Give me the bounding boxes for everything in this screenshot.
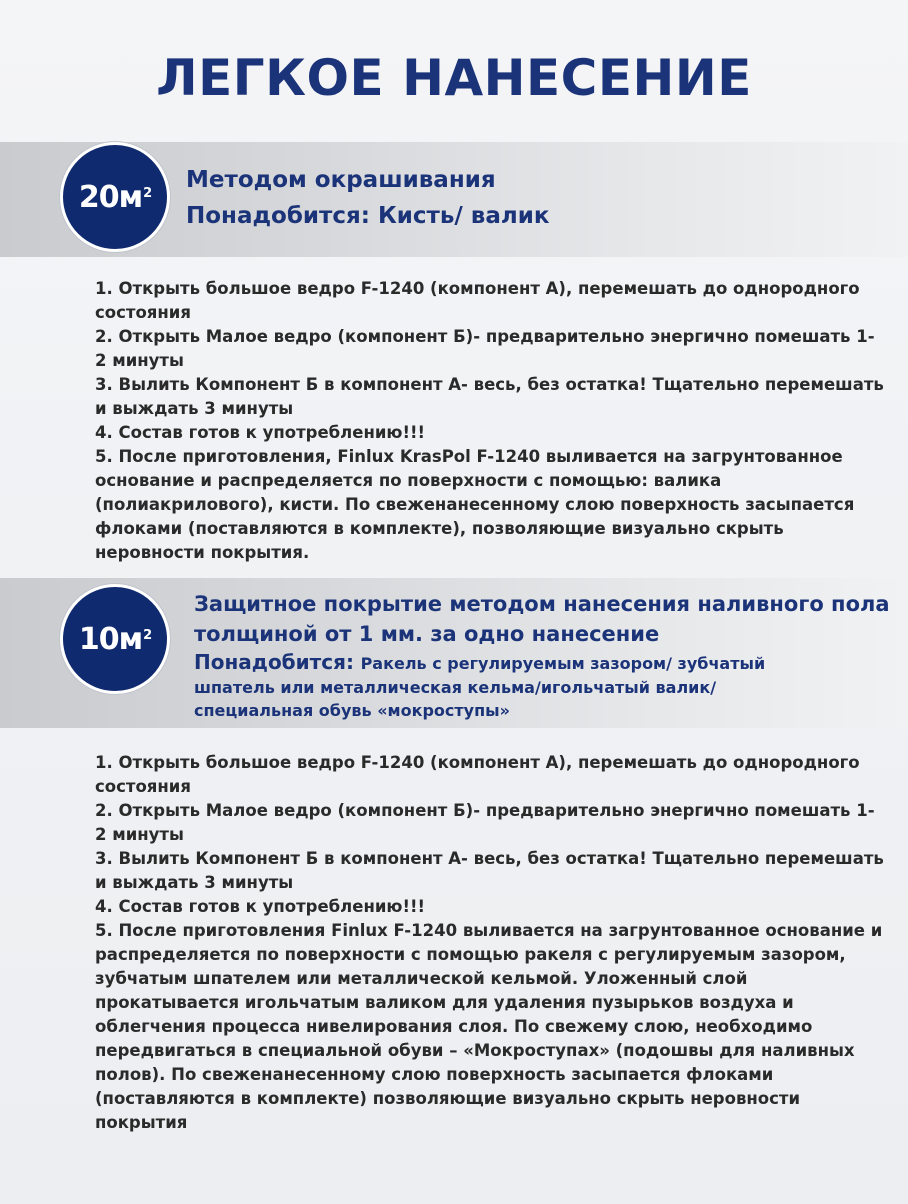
step-item: 5. После приготовления Finlux F-1240 выливается на загрунтованное основание и распределяется по поверхности с помощью ракеля с регулируемым зазором, зубчатым шпателем или металлической кельмой. Уложенный слой прокатывается игольчатым валиком для удаления пузырьков воздуха и облегчения процесса нивелирования слоя. По свежему слою, необходимо передвигаться в специальной обуви – «Мокроступах» (подошвы для наливных полов). По свеженанесенному слою поверхность засыпается флоками (поставляются в комплекте) позволяющие визуально скрыть неровности покрытия: [95, 921, 883, 1132]
step-item: 1. Открыть большое ведро F-1240 (компонент А), перемешать до однородного состояния: [95, 753, 860, 796]
section-1-heading: [186, 162, 549, 234]
area-unit-power: 2: [143, 627, 152, 643]
tools-text: шпатель или металлическая кельма/игольчатый валик/: [194, 678, 717, 697]
tools-label: Понадобится:: [194, 650, 354, 674]
section-2-steps: [95, 751, 885, 1135]
page-title: ЛЕГКОЕ НАНЕСЕНИЕ: [156, 49, 752, 107]
section-1-steps: [95, 277, 885, 565]
area-unit-power: 2: [143, 185, 152, 201]
step-item: 2. Открыть Малое ведро (компонент Б)- предварительно энергично помешать 1-2 минуты: [95, 327, 875, 370]
area-value: 20м: [78, 179, 143, 215]
section-2-area-badge: [60, 584, 170, 694]
section-2-tools-line: [194, 649, 894, 676]
step-item: 4. Состав готов к употреблению!!!: [95, 423, 426, 442]
section-2-method: Защитное покрытие методом нанесения наливного пола толщиной от 1 мм. за одно нанесение: [194, 592, 890, 646]
step-item: 1. Открыть большое ведро F-1240 (компонент А), перемешать до однородного состояния: [95, 279, 860, 322]
step-item: 3. Вылить Компонент Б в компонент А- весь, без остатка! Тщательно перемешать и выждать 3 минуты: [95, 849, 884, 892]
area-value: 10м: [78, 621, 143, 657]
tools-text: специальная обувь «мокроступы»: [194, 701, 510, 720]
section-1-area-badge: [60, 142, 170, 252]
step-item: 5. После приготовления, Finlux KrasPol F-1240 выливается на загрунтованное основание и распределяется по поверхности с помощью: валика (полиакрилового), кисти. По свеженанесенному слою поверхность засыпается флоками (поставляются в комплекте), позволяющие визуально скрыть неровности покрытия.: [95, 447, 855, 562]
step-item: 2. Открыть Малое ведро (компонент Б)- предварительно энергично помешать 1-2 минуты: [95, 801, 875, 844]
section-1-tools: Понадобится: Кисть/ валик: [186, 203, 550, 229]
step-item: 4. Состав готов к употреблению!!!: [95, 897, 426, 916]
step-item: 3. Вылить Компонент Б в компонент А- весь, без остатка! Тщательно перемешать и выждать 3 минуты: [95, 375, 884, 418]
section-2-heading: [194, 589, 894, 722]
tools-text: Ракель с регулируемым зазором/ зубчатый: [360, 654, 766, 673]
section-1-method: Методом окрашивания: [186, 167, 496, 193]
